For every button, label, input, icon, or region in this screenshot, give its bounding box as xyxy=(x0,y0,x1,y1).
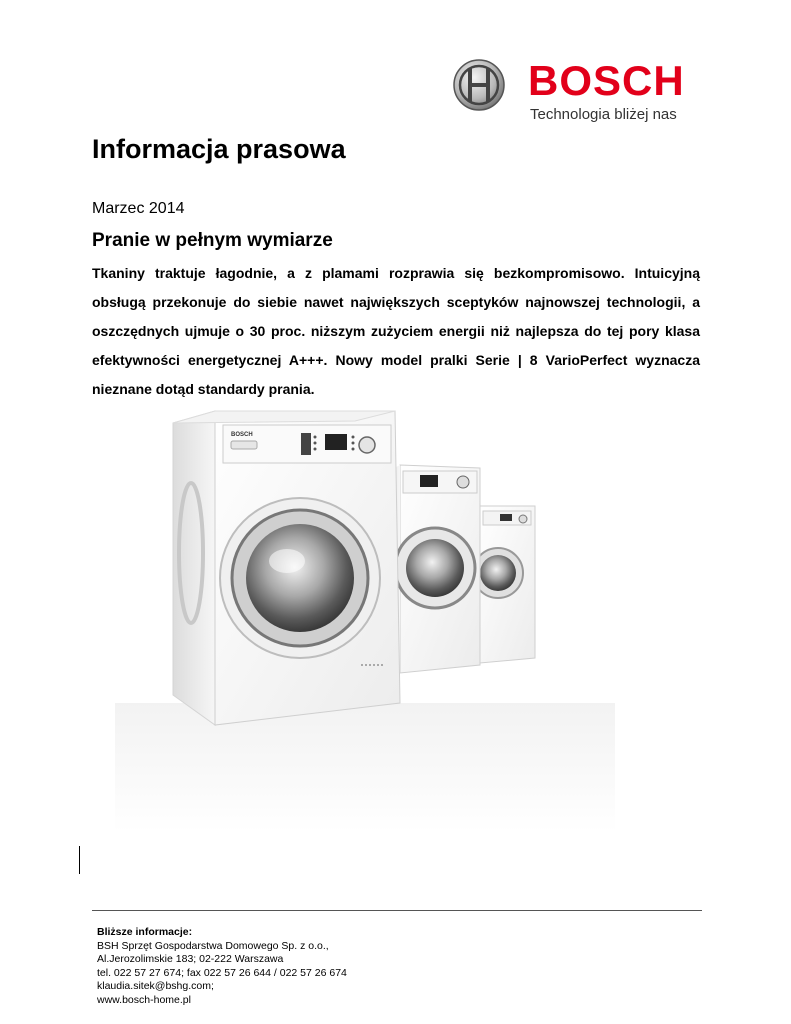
page-title: Informacja prasowa xyxy=(92,134,346,164)
footer-phone: tel. 022 57 27 674; fax 022 57 26 644 / 022 57 26 674 xyxy=(97,966,347,979)
washing-machine-small xyxy=(473,506,535,665)
footer-heading: Bliższe informacje: xyxy=(97,926,193,938)
publication-date: Marzec 2014 xyxy=(92,200,185,217)
bosch-armature-icon xyxy=(452,58,506,112)
brand-name: BOSCH xyxy=(528,57,685,104)
bosch-logo xyxy=(452,56,700,128)
lead-paragraph: Tkaniny traktuje łagodnie, a z plamami rozprawia się bezkompromisowo. Intuicyjną obsługą przekonuje do siebie nawet największych sceptyków najnowszej technologii, a oszczędnych ujmuje o 30 proc. niższym zużyciem energii niż najlepsza do tej pory klasa efektywności energetycznej A+++. Nowy model pralki Serie | 8 VarioPerfect wyznacza nieznane dotąd standardy prania. xyxy=(92,265,700,397)
brand-tagline: Technologia bliżej nas xyxy=(530,106,677,123)
machine-brand-label: BOSCH xyxy=(231,432,253,438)
washing-machine-large xyxy=(173,411,400,725)
footer-website: www.bosch-home.pl xyxy=(97,993,191,1006)
footer-company: BSH Sprzęt Gospodarstwa Domowego Sp. z o.o., xyxy=(97,939,329,952)
footer-address: Al.Jerozolimskie 183; 02-222 Warszawa xyxy=(97,953,284,965)
text-cursor xyxy=(79,846,80,874)
footer-email: klaudia.sitek@bshg.com; xyxy=(97,980,214,992)
footer-divider xyxy=(92,910,702,911)
footer-contact xyxy=(97,926,347,1007)
article-subtitle: Pranie w pełnym wymiarze xyxy=(92,230,333,251)
washing-machines-image xyxy=(95,403,635,833)
